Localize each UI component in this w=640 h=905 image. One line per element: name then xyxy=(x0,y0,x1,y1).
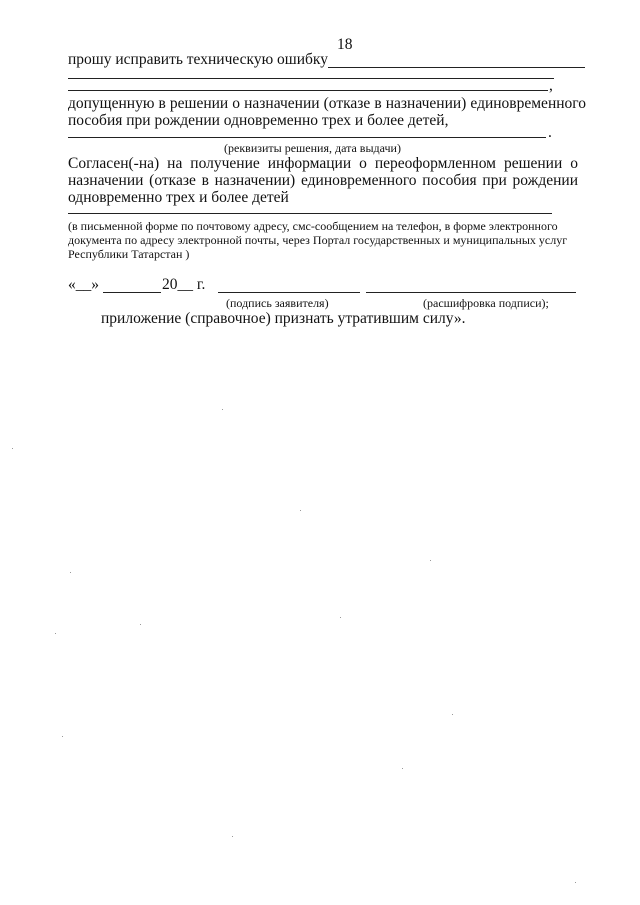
requisites-fill-line xyxy=(68,137,546,138)
scan-speck xyxy=(140,624,141,625)
scan-speck xyxy=(575,882,576,883)
decode-caption: (расшифровка подписи); xyxy=(423,296,549,310)
scan-speck xyxy=(70,572,71,573)
blank-line xyxy=(68,78,554,79)
closing-text: приложение (справочное) признать утратившим силу». xyxy=(101,310,466,327)
method-caption-line: документа по адресу электронной почты, через Портал государственных и муниципальных услуг xyxy=(68,233,568,247)
date-year: 20__ г. xyxy=(162,276,206,293)
method-caption-line: (в письменной форме по почтовому адресу, смс-сообщением на телефон, в форме электронного xyxy=(68,219,558,233)
scan-speck xyxy=(430,560,431,561)
error-description-line: допущенную в решении о назначении (отказе в назначении) единовременного xyxy=(68,95,586,112)
date-month-line xyxy=(103,292,161,293)
scan-speck xyxy=(452,714,453,715)
scan-speck xyxy=(62,736,63,737)
scan-speck xyxy=(232,836,233,837)
signature-caption: (подпись заявителя) xyxy=(226,296,329,310)
method-fill-line xyxy=(68,213,552,214)
scan-speck xyxy=(55,633,56,634)
consent-line: одновременно трех и более детей xyxy=(68,189,289,206)
error-fill-line xyxy=(328,67,585,68)
blank-line xyxy=(68,90,548,91)
scan-speck xyxy=(300,510,301,511)
method-caption-line: Республики Татарстан ) xyxy=(68,247,190,261)
page-number: 18 xyxy=(337,36,353,53)
decode-line xyxy=(366,292,576,293)
consent-line: назначении (отказе в назначении) единовременного пособия при рождении xyxy=(68,172,578,189)
scan-speck xyxy=(222,409,223,410)
scan-speck xyxy=(402,768,403,769)
scan-speck xyxy=(12,448,13,449)
consent-line: Согласен(-на) на получение информации о переоформленном решении о xyxy=(68,155,578,172)
period: . xyxy=(548,124,552,141)
requisites-caption: (реквизиты решения, дата выдачи) xyxy=(224,141,401,155)
signature-line xyxy=(218,292,360,293)
comma: , xyxy=(549,77,553,94)
request-text: прошу исправить техническую ошибку xyxy=(68,51,328,68)
scan-speck xyxy=(340,617,341,618)
error-description-line: пособия при рождении одновременно трех и более детей, xyxy=(68,112,449,129)
date-day: «__» xyxy=(68,276,99,293)
